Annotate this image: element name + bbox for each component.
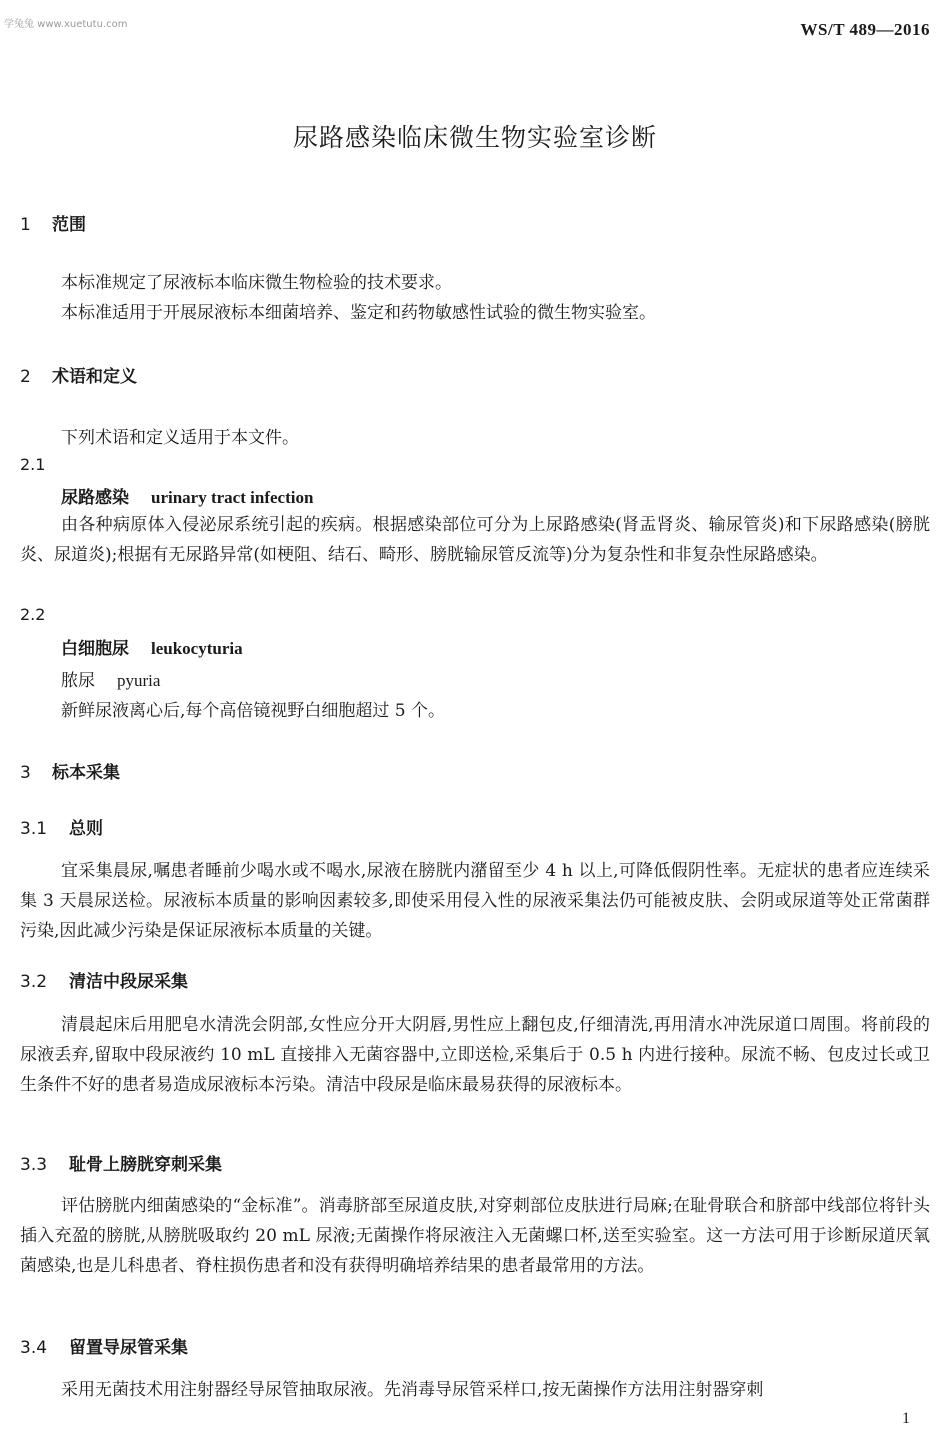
term-en: urinary tract infection [151, 488, 314, 507]
section-title: 耻骨上膀胱穿刺采集 [69, 1155, 222, 1175]
document-title: 尿路感染临床微生物实验室诊断 [292, 123, 657, 152]
page-number: 1 [902, 1410, 910, 1427]
section-title: 总则 [69, 819, 103, 839]
section-title: 清洁中段尿采集 [69, 972, 188, 992]
clause-2-1-number: 2.1 [20, 455, 46, 474]
section-number: 3.4 [20, 1338, 48, 1358]
term-2-2-synonym [61, 666, 160, 691]
section-3-3-heading [20, 1150, 222, 1175]
section-number: 3 [20, 763, 31, 783]
term-zh: 白细胞尿 [61, 639, 129, 659]
section-3-2-text: 清晨起床后用肥皂水清洗会阴部,女性应分开大阴唇,男性应上翻包皮,仔细清洗,再用清水冲洗尿道口周围。将前段的尿液丢弃,留取中段尿液约 10 mL 直接排入无菌容器中,立即送检,采集后于 0.5 h 内进行接种。尿流不畅、包皮过长或卫生条件不好的患者易造成尿液标本污染。清洁中段尿是临床最易获得的尿液标本。 [20, 1015, 930, 1095]
section-3-1-text: 宜采集晨尿,嘱患者睡前少喝水或不喝水,尿液在膀胱内潴留至少 4 h 以上,可降低假阴性率。无症状的患者应连续采集 3 天晨尿送检。尿液标本质量的影响因素较多,即使采用侵入性的尿液采集法仍可能被皮肤、会阴或尿道等处正常菌群污染,因此减少污染是保证尿液标本质量的关键。 [20, 861, 930, 941]
synonym-en: pyuria [117, 671, 161, 690]
section-title: 标本采集 [52, 763, 120, 783]
section-1-para-1: 本标准规定了尿液标本临床微生物检验的技术要求。 [61, 273, 452, 293]
clause-2-2-number: 2.2 [20, 605, 46, 624]
section-1-heading [20, 210, 86, 235]
section-title: 术语和定义 [52, 367, 137, 387]
standard-number: WS/T 489—2016 [800, 20, 930, 39]
section-title: 留置导尿管采集 [69, 1338, 188, 1358]
term-en: leukocyturia [151, 639, 243, 658]
term-2-1 [61, 483, 313, 508]
section-3-3-text: 评估膀胱内细菌感染的“金标准”。消毒脐部至尿道皮肤,对穿刺部位皮肤进行局麻;在耻骨联合和脐部中线部位将针头插入充盈的膀胱,从膀胱吸取约 20 mL 尿液;无菌操作将尿液注入无菌螺口杯,送至实验室。这一方法可用于诊断尿道厌氧菌感染,也是儿科患者、脊柱损伤患者和没有获得明确培养结果的患者最常用的方法。 [20, 1196, 930, 1276]
section-3-heading [20, 758, 120, 783]
section-2-heading [20, 362, 137, 387]
section-number: 3.1 [20, 819, 48, 839]
term-2-1-definition: 由各种病原体入侵泌尿系统引起的疾病。根据感染部位可分为上尿路感染(肾盂肾炎、输尿管炎)和下尿路感染(膀胱炎、尿道炎);根据有无尿路异常(如梗阻、结石、畸形、膀胱输尿管反流等)分为复杂性和非复杂性尿路感染。 [20, 515, 930, 565]
section-1-para-2: 本标准适用于开展尿液标本细菌培养、鉴定和药物敏感性试验的微生物实验室。 [61, 303, 656, 323]
synonym-zh: 脓尿 [61, 671, 95, 691]
section-2-intro: 下列术语和定义适用于本文件。 [61, 428, 299, 448]
section-number: 1 [20, 215, 31, 235]
section-3-1-heading [20, 814, 103, 839]
section-title: 范围 [52, 215, 86, 235]
section-3-4-heading [20, 1333, 188, 1358]
section-3-2-heading [20, 967, 188, 992]
section-number: 3.3 [20, 1155, 48, 1175]
section-3-4-text: 采用无菌技术用注射器经导尿管抽取尿液。先消毒导尿管采样口,按无菌操作方法用注射器穿刺 [61, 1380, 764, 1400]
term-zh: 尿路感染 [61, 488, 129, 508]
watermark: 学兔兔 www.xuetutu.com [4, 19, 128, 30]
section-number: 2 [20, 367, 31, 387]
term-2-2-definition: 新鲜尿液离心后,每个高倍镜视野白细胞超过 5 个。 [61, 701, 446, 721]
section-number: 3.2 [20, 972, 48, 992]
term-2-2 [61, 634, 243, 659]
